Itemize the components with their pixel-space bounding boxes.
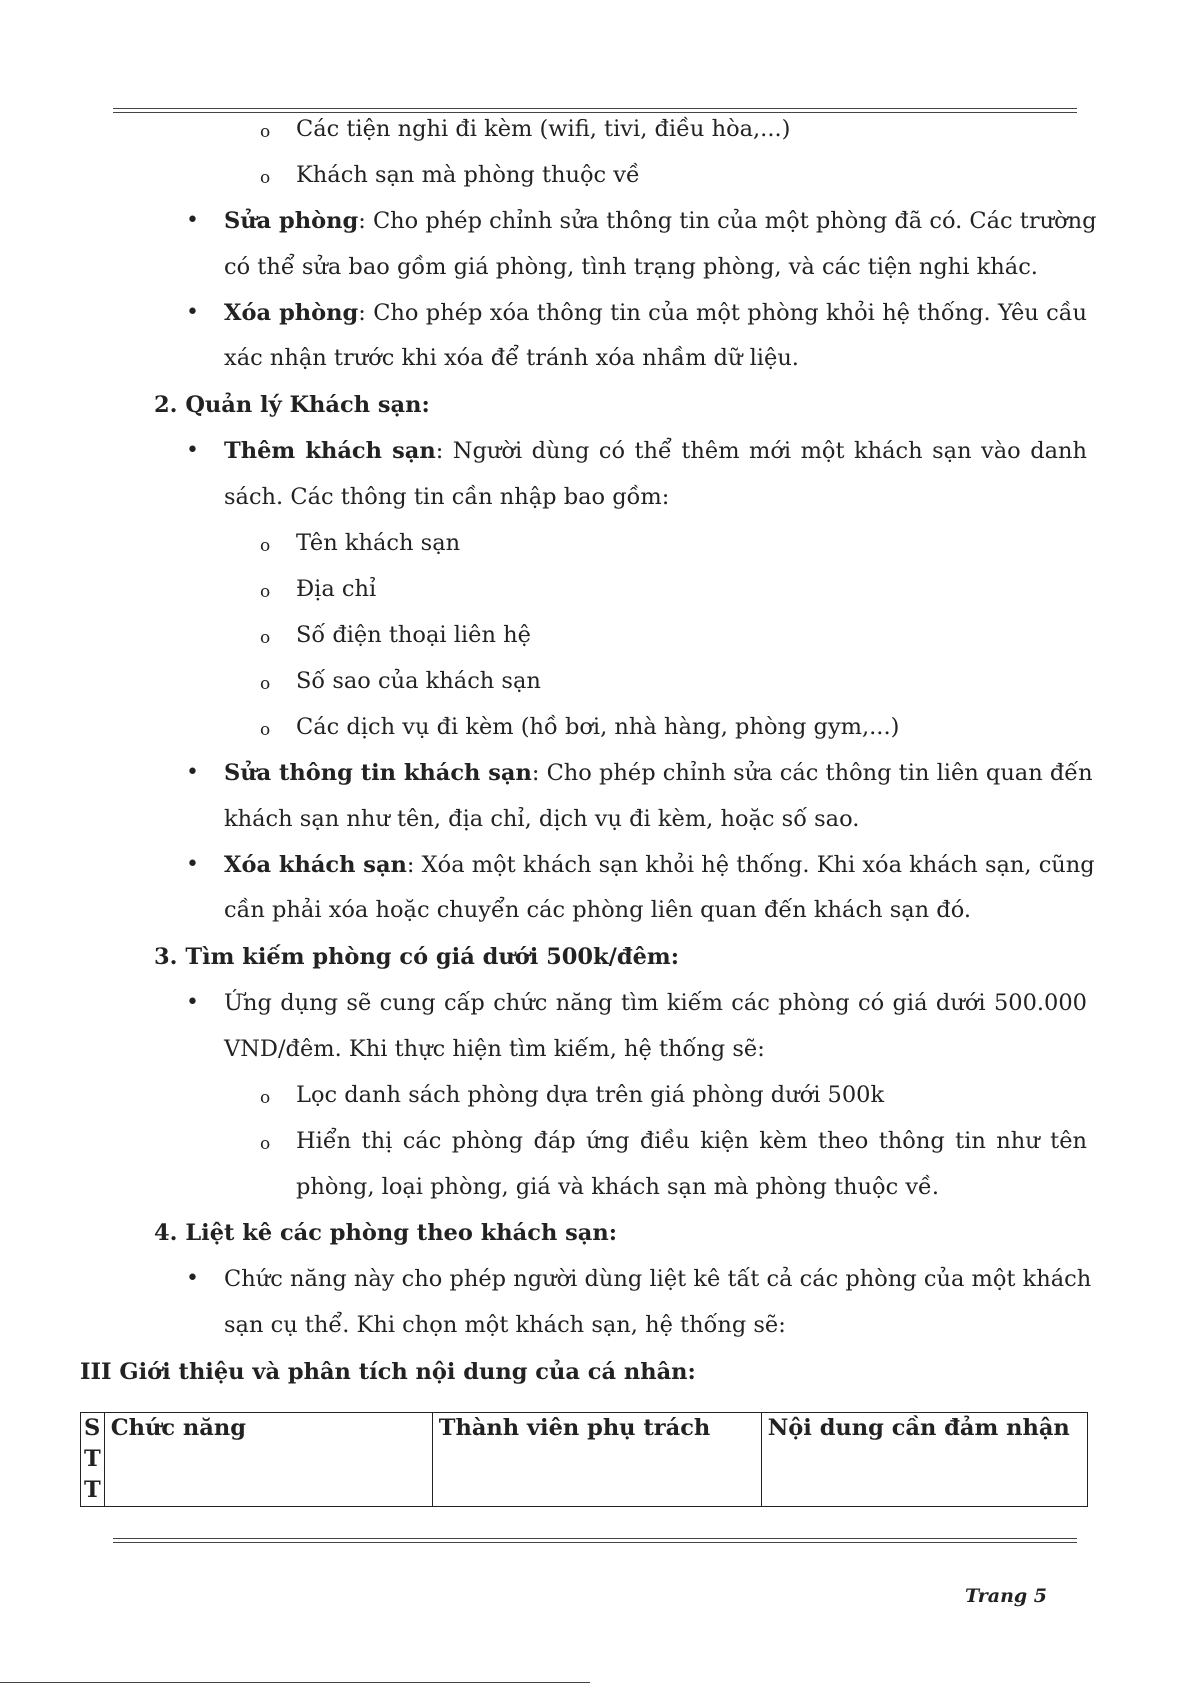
section-heading: 3. Tìm kiếm phòng có giá dưới 500k/đêm: [154,944,680,970]
list-item-continuation: sạn cụ thể. Khi chọn một khách sạn, hệ thống sẽ: [224,1312,786,1338]
bullet-icon: • [186,760,199,785]
list-item: Khách sạn mà phòng thuộc về [296,162,640,188]
section-heading: 4. Liệt kê các phòng theo khách sạn: [154,1220,618,1246]
page-number: Trang 5 [965,1585,1048,1607]
circle-bullet-icon: o [260,1134,271,1154]
list-item: Xóa phòng: Cho phép xóa thông tin của một phòng khỏi hệ thống. Yêu cầu [224,300,1087,326]
chapter-heading: III Giới thiệu và phân tích nội dung của cá nhân: [80,1359,696,1385]
bullet-icon: • [186,852,199,877]
list-item-continuation: phòng, loại phòng, giá và khách sạn mà phòng thuộc về. [296,1174,940,1200]
bullet-icon: • [186,208,199,233]
bullet-icon: • [186,990,199,1015]
footer-rule [113,1538,1077,1543]
circle-bullet-icon: o [260,674,271,694]
list-item-continuation: VND/đêm. Khi thực hiện tìm kiếm, hệ thống sẽ: [224,1036,765,1062]
list-item: Sửa phòng: Cho phép chỉnh sửa thông tin của một phòng đã có. Các trường [224,208,1097,234]
list-item: Sửa thông tin khách sạn: Cho phép chỉnh sửa các thông tin liên quan đến [224,760,1093,786]
list-item: Lọc danh sách phòng dựa trên giá phòng dưới 500k [296,1082,885,1108]
circle-bullet-icon: o [260,168,271,188]
circle-bullet-icon: o [260,1088,271,1108]
list-item: Xóa khách sạn: Xóa một khách sạn khỏi hệ thống. Khi xóa khách sạn, cũng [224,852,1095,878]
list-item-continuation: xác nhận trước khi xóa để tránh xóa nhầm dữ liệu. [224,345,799,371]
list-item: Các dịch vụ đi kèm (hồ bơi, nhà hàng, phòng gym,...) [296,714,900,740]
assignment-table [80,1412,1088,1507]
column-header-function: Chức năng [104,1413,432,1507]
list-item: Các tiện nghi đi kèm (wifi, tivi, điều hòa,...) [296,116,791,142]
circle-bullet-icon: o [260,536,271,556]
circle-bullet-icon: o [260,122,271,142]
list-item: Số điện thoại liên hệ [296,622,531,648]
column-header-member: Thành viên phụ trách [432,1413,761,1507]
page-bottom-edge [0,1682,590,1683]
list-item: Số sao của khách sạn [296,668,541,694]
section-heading: 2. Quản lý Khách sạn: [154,392,430,418]
list-item: Hiển thị các phòng đáp ứng điều kiện kèm theo thông tin như tên [296,1128,1087,1154]
bullet-icon: • [186,300,199,325]
bullet-icon: • [186,1266,199,1291]
list-item: Ứng dụng sẽ cung cấp chức năng tìm kiếm các phòng có giá dưới 500.000 [224,990,1087,1016]
circle-bullet-icon: o [260,628,271,648]
column-header-content: Nội dung cần đảm nhận [761,1413,1087,1507]
list-item: Chức năng này cho phép người dùng liệt kê tất cả các phòng của một khách [224,1266,1092,1292]
list-item-continuation: khách sạn như tên, địa chỉ, dịch vụ đi kèm, hoặc số sao. [224,806,860,832]
list-item: Tên khách sạn [296,530,461,556]
column-header-stt: STT [81,1413,105,1507]
circle-bullet-icon: o [260,720,271,740]
bullet-icon: • [186,438,199,463]
list-item-continuation: sách. Các thông tin cần nhập bao gồm: [224,484,670,510]
table-header-row [81,1413,1088,1507]
list-item: Thêm khách sạn: Người dùng có thể thêm mới một khách sạn vào danh [224,438,1087,464]
list-item: Địa chỉ [296,576,377,602]
list-item-continuation: cần phải xóa hoặc chuyển các phòng liên quan đến khách sạn đó. [224,897,972,923]
header-rule [113,108,1077,113]
list-item-continuation: có thể sửa bao gồm giá phòng, tình trạng phòng, và các tiện nghi khác. [224,254,1038,280]
circle-bullet-icon: o [260,582,271,602]
